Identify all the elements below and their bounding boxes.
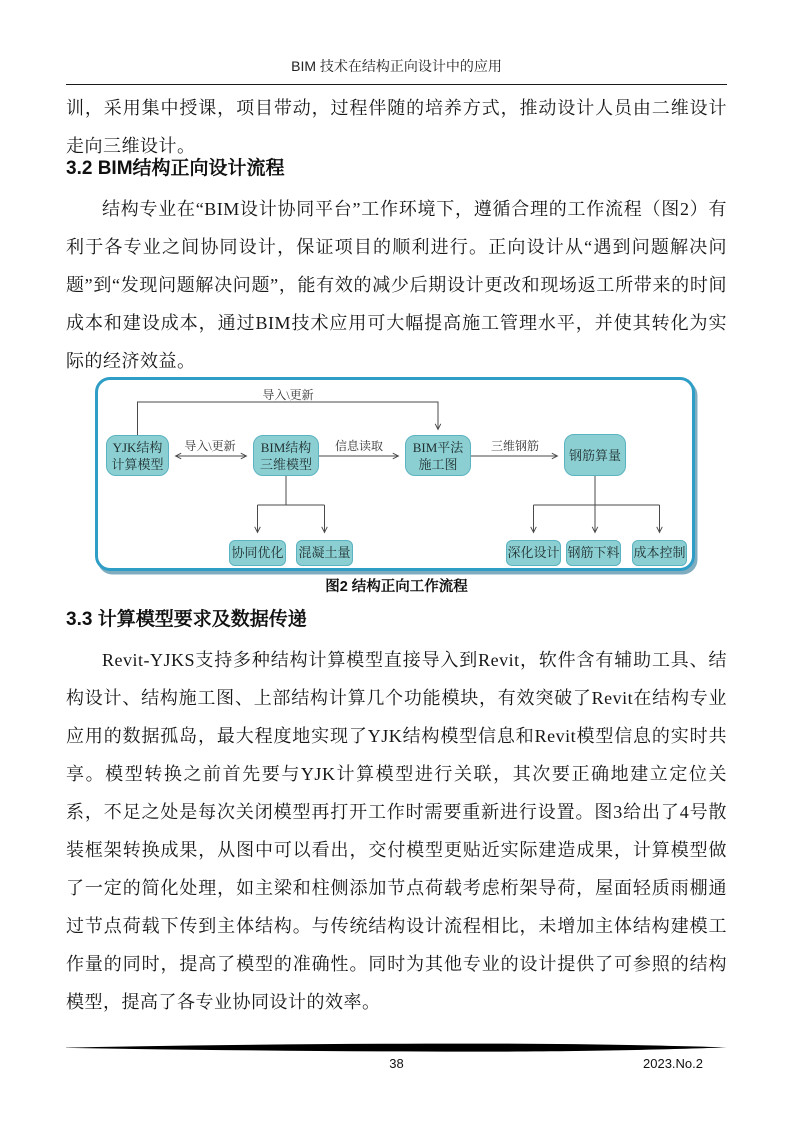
node-concrete-quantity	[296, 540, 353, 566]
edge-label-import-update-mid: 导入\更新	[184, 439, 236, 453]
node-collaborative-optimization	[229, 540, 286, 566]
paragraph-3-3: Revit-YJKS支持多种结构计算模型直接导入到Revit，软件含有辅助工具、结构设计、结构施工图、上部结构计算几个功能模块，有效突破了Revit在结构专业应用的数据孤岛，最大程度地实现了YJK结构模型信息和Revit模型信息的实时共享。模型转换之前首先要与YJK计算模型进行关联，其次要正确地建立定位关系，不足之处是每次关闭模型再打开工作时需要重新进行设置。图3给出了4号散装框架转换成果，从图中可以看出，交付模型更贴近实际建造成果，计算模型做了一定的简化处理，如主梁和柱侧添加节点荷载考虑桁架导荷，屋面轻质雨棚通过节点荷载下传到主体结构。与传统结构设计流程相比，未增加主体结构建模工作量的同时，提高了模型的准确性。同时为其他专业的设计提供了可参照的结构模型，提高了各专业协同设计的效率。	[66, 650, 727, 1012]
node-label-line: 协同优化	[231, 545, 284, 560]
paragraph-continued: 训，采用集中授课，项目带动，过程伴随的培养方式，推动设计人员由二维设计走向三维设计。	[66, 98, 727, 156]
node-label-line: BIM结构	[260, 439, 312, 455]
node-yjk-calc-model	[106, 435, 169, 476]
node-label-line: 计算模型	[111, 456, 164, 472]
header-rule	[66, 84, 727, 85]
issue-label: 2023.No.2	[643, 1056, 703, 1071]
edge-top-loop	[138, 402, 439, 435]
edge-label-import-update-top: 导入\更新	[262, 388, 314, 402]
node-cost-control	[632, 540, 687, 566]
flowchart-frame	[95, 377, 695, 571]
node-label-line: BIM平法	[412, 439, 464, 455]
paragraph-3-2: 结构专业在“BIM设计协同平台”工作环境下，遵循合理的工作流程（图2）有利于各专业之间协同设计，保证项目的顺利进行。正向设计从“遇到问题解决问题”到“发现问题解决问题”，能有效的减少后期设计更改和现场返工所带来的时间成本和建设成本，通过BIM技术应用可大幅提高施工管理水平，并使其转化为实际的经济效益。	[66, 199, 727, 371]
running-title: BIM 技术在结构正向设计中的应用	[291, 58, 502, 74]
node-bim-3d-model	[253, 435, 319, 476]
edge-label-rebar-3d: 三维钢筋	[490, 439, 540, 453]
node-label-line: 钢筋下料	[567, 545, 620, 560]
page-number: 38	[389, 1056, 404, 1071]
node-label-line: 混凝土量	[298, 545, 351, 560]
node-rebar-cutting	[566, 540, 621, 566]
footer-bar	[66, 1043, 727, 1052]
node-label-line: 成本控制	[633, 545, 686, 560]
section-heading-3-3: 3.3 计算模型要求及数据传递	[66, 609, 307, 630]
figure-caption: 图2 结构正向工作流程	[325, 579, 468, 595]
section-heading-3-2: 3.2 BIM结构正向设计流程	[66, 158, 285, 179]
node-label-line: 深化设计	[507, 545, 560, 560]
node-rebar-quantity	[564, 434, 626, 476]
node-detailed-design	[506, 540, 561, 566]
edge-label-info-read: 信息读取	[334, 439, 384, 453]
node-bim-plan-drawing	[405, 435, 471, 476]
page-footer	[66, 1055, 727, 1073]
node-label-line: 施工图	[418, 456, 458, 472]
node-label-line: YJK结构	[112, 439, 163, 455]
node-label-line: 三维模型	[259, 456, 312, 472]
node-label-line: 钢筋算量	[568, 447, 621, 463]
